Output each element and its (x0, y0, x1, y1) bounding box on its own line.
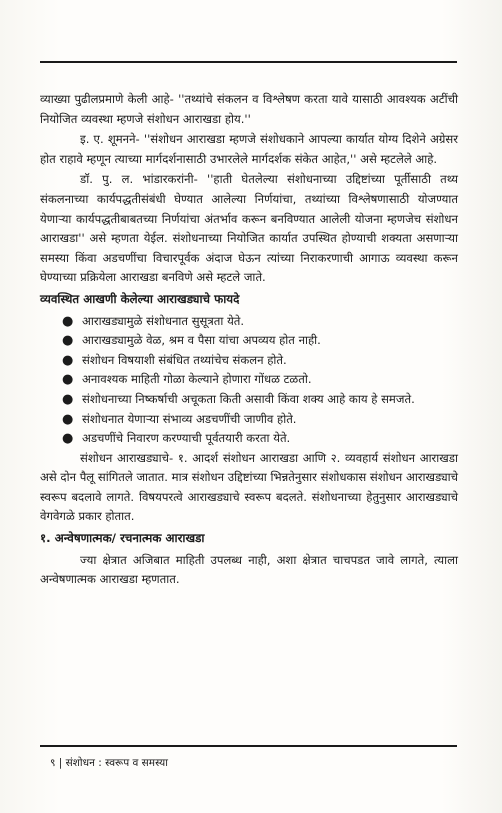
list-item-text: अनावश्यक माहिती गोळा केल्याने होणारा गोंधळ टळतो. (82, 372, 312, 387)
list-item (60, 390, 458, 410)
list-item (60, 351, 458, 371)
list-item-text: अडचणींचे निवारण करण्याची पूर्वतयारी करता येते. (82, 431, 291, 446)
bullet-icon: ● (62, 391, 74, 407)
list-item (60, 331, 458, 351)
bullet-icon: ● (62, 431, 74, 447)
paragraph-design-aspects: संशोधन आराखड्याचे- १. आदर्श संशोधन आराखडा आणि २. व्यवहार्य संशोधन आराखडा असे दोन पैलू सांगितले जातात. मात्र संशोधन उद्दिष्टांच्या भिन्नतेनुसार संशोधकास संशोधन आराखड्याचे स्वरूप बदलावे लागते. विषयपरत्वे आराखड्याचे स्वरूप बदलते. संशोधनाच्या हेतुनुसार आराखड्याचे वेगवेगळे प्रकार होतात. (40, 450, 458, 524)
list-item-text: संशोधनाच्या निष्कर्षाची अचूकता किती असावी किंवा शक्य आहे काय हे समजते. (82, 391, 415, 406)
list-item-text: संशोधनात येणाऱ्या संभाव्य अडचणींची जाणीव होते. (82, 411, 297, 426)
list-item-text: आराखड्यामुळे वेळ, श्रम व पैसा यांचा अपव्यय होत नाही. (82, 333, 321, 348)
list-item-text: आराखड्यामुळे संशोधनात सुसूत्रता येते. (82, 313, 245, 328)
paragraph-bhandarkar-quote: डॉ. पु. ल. भांडारकरांनी- ''हाती घेतलेल्या संशोधनाच्या उद्दिष्टांच्या पूर्तीसाठी तथ्य संकलनाच्या कार्यपद्धतीसंबंधी घेण्यात आलेल्या निर्णयांचा, तथ्यांच्या विश्लेषणासाठी योजण्यात येणाऱ्या कार्यपद्धतीबाबतच्या निर्णयांचा अंतर्भाव करून बनविण्यात आलेली योजना म्हणजेच संशोधन आराखडा'' असे म्हणता येईल. संशोधनाच्या नियोजित कार्यात उपस्थित होण्याची शक्यता असणाऱ्या समस्या किंवा अडचणींचा विचारपूर्वक अंदाज घेऊन त्यांच्या निराकरणाची आगाऊ व्यवस्था करून घेण्याच्या प्रक्रियेला आराखडा बनविणे असे म्हटले जाते. (40, 172, 458, 285)
top-rule (40, 61, 457, 63)
list-item (60, 312, 458, 332)
paragraph-definition-intro: व्याख्या पुढीलप्रमाणे केली आहे- ''तथ्यांचे संकलन व विश्लेषण करता यावे यासाठी आवश्यक अटींची नियोजित व्यवस्था म्हणजे संशोधन आराखडा होय.'' (40, 92, 458, 126)
bullet-icon: ● (62, 372, 74, 388)
heading-exploratory-design: १. अन्वेषणात्मक/ रचनात्मक आराखडा (40, 531, 205, 546)
bullet-icon: ● (62, 333, 74, 349)
page-body (40, 90, 458, 591)
paragraph-shuman-quote: इ. ए. शूमनने- ''संशोधन आराखडा म्हणजे संशोधकाने आपल्या कार्यात योग्य दिशेने अग्रेसर होत राहावे म्हणून त्याच्या मार्गदर्शनासाठी उभारलेले मार्गदर्शक संकेत आहेत,'' असे म्हटलेले आहे. (40, 132, 458, 166)
bottom-rule (40, 745, 457, 747)
list-item (60, 370, 458, 390)
benefits-list (40, 312, 458, 449)
paragraph-exploratory-definition: ज्या क्षेत्रात अजिबात माहिती उपलब्ध नाही, अशा क्षेत्रात चाचपडत जावे लागते, त्याला अन्वेषणात्मक आराखडा म्हणतात. (40, 552, 458, 587)
bullet-icon: ● (62, 313, 74, 329)
bullet-icon: ● (62, 411, 74, 427)
list-item (60, 410, 458, 430)
list-item-text: संशोधन विषयाशी संबंधित तथ्यांचेच संकलन होते. (82, 352, 287, 367)
page-footer: ९ | संशोधन : स्वरूप व समस्या (50, 757, 168, 769)
list-item (60, 429, 458, 449)
bullet-icon: ● (62, 352, 74, 368)
heading-benefits: व्यवस्थित आखणी केलेल्या आराखड्याचे फायदे (40, 291, 240, 306)
